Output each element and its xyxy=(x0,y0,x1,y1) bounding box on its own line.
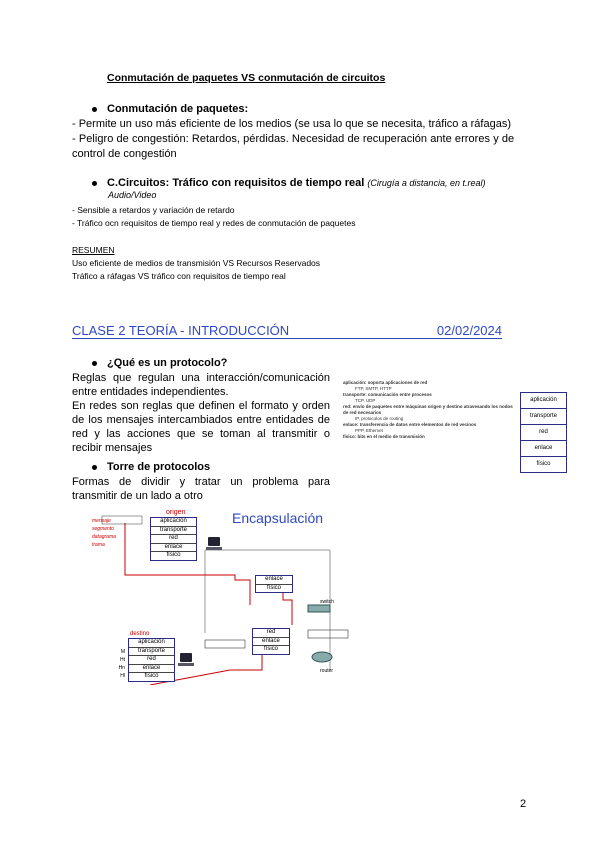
dest-app: aplicación xyxy=(129,639,174,648)
layer-desc-network: red: envío de paquetes entre máquinas origen y destino atravesando los nodos de red necesarios xyxy=(343,404,513,415)
encapsulation-diagram xyxy=(80,505,350,685)
switch-link: enlace xyxy=(256,576,292,585)
dest-network: red xyxy=(129,656,174,665)
page-number: 2 xyxy=(520,798,527,810)
packet-line-3: control de congestión xyxy=(72,148,177,160)
origin-network: red xyxy=(151,535,196,544)
hdr-hn: Hn xyxy=(118,665,125,671)
origin-link: enlace xyxy=(151,544,196,553)
origin-transport: transporte xyxy=(151,527,196,536)
label-mensaje: mensaje xyxy=(92,518,111,524)
router-stack xyxy=(252,628,290,655)
stack-physical: físico xyxy=(536,461,551,467)
router-physical: físico xyxy=(263,646,278,653)
class-date: 02/02/2024 xyxy=(436,323,502,338)
protocol-paragraph: Reglas que regulan una interacción/comunicación entre entidades independientes. En redes son reglas que definen el formato y orden de los mensajes intercambiados entre entidades de red y las acciones que se toman al transmitir o recibir mensajes xyxy=(72,372,330,454)
stack-transport: transporte xyxy=(521,409,566,425)
diagram-title: Encapsulación xyxy=(232,510,324,526)
stack-link: enlace xyxy=(521,441,566,457)
layer-desc-link-ex: PPP, Ethernet xyxy=(355,428,383,433)
switch-stack xyxy=(255,575,293,593)
class-heading: CLASE 2 TEORÍA - INTRODUCCIÓN 02/02/2024 xyxy=(72,323,502,338)
router-link: enlace xyxy=(253,638,289,647)
layer-desc-app: aplicación: soporta aplicaciones de red xyxy=(343,380,428,385)
protocol-stack xyxy=(520,392,567,473)
layer-desc-transport: transporte: comunicación entre procesos xyxy=(343,392,432,397)
label-trama: trama xyxy=(92,542,105,548)
label-datagrama: datagrama xyxy=(92,534,116,540)
origin-stack xyxy=(150,517,197,561)
layer-desc-link: enlace: transferencia de datos entre elementos de red vecinos xyxy=(343,422,477,427)
resumen-line-1: Uso eficiente de medios de transmisión VS Recursos Reservados xyxy=(72,258,321,268)
bullet-tower: Torre de protocolos xyxy=(92,460,210,474)
hdr-ht: Ht xyxy=(120,657,125,663)
layer-descriptions xyxy=(343,380,513,440)
bullet-packet-switching: Conmutación de paquetes: xyxy=(92,102,248,116)
resumen-line-2: Tráfico a ráfagas VS tráfico con requisitos de tiempo real xyxy=(72,271,286,281)
dest-headers xyxy=(85,648,125,680)
origen-label: origen xyxy=(166,509,186,516)
origin-app: aplicación xyxy=(151,518,196,527)
bullet-protocol: ¿Qué es un protocolo? xyxy=(92,356,227,370)
switch-physical: físico xyxy=(266,584,281,591)
circuits-note-2: Audio/Video xyxy=(108,190,157,200)
circuits-line-1: - Sensible a retardos y variación de retardo xyxy=(72,205,235,215)
layer-desc-transport-ex: TCP, UDP xyxy=(355,398,376,403)
encap-labels-origin xyxy=(92,517,116,549)
switch-label: switch xyxy=(320,599,334,605)
packet-line-1: - Permite un uso más eficiente de los medios (se usa lo que se necesita, tráfico a ráfagas) xyxy=(72,118,511,130)
resumen-title: RESUMEN xyxy=(72,245,115,255)
router-label: router xyxy=(320,668,334,674)
bullet-dot xyxy=(92,181,97,186)
label-segmento: segmento xyxy=(92,526,114,532)
tower-paragraph: Formas de dividir y tratar un problema para transmitir de un lado a otro xyxy=(72,476,330,502)
layer-desc-network-ex: IP, protocolos de routing xyxy=(355,416,404,421)
router-network: red xyxy=(253,629,289,638)
dest-physical: físico xyxy=(144,673,159,680)
destino-label: destino xyxy=(130,631,150,637)
hdr-hl: Hl xyxy=(120,673,125,679)
dest-link: enlace xyxy=(129,665,174,674)
bullet-circuits: C.Circuitos: Tráfico con requisitos de tiempo real (Cirugía a distancia, en t.real) xyxy=(92,176,485,190)
circuits-line-2: - Tráfico ocn requisitos de tiempo real y redes de conmutación de paquetes xyxy=(72,218,356,228)
stack-network: red xyxy=(521,425,566,441)
layer-desc-app-ex: FTP, SMTP, HTTP xyxy=(355,386,392,391)
origin-physical: físico xyxy=(166,552,181,559)
destination-stack xyxy=(128,638,175,682)
bullet-dot xyxy=(92,465,97,470)
packet-line-2: - Peligro de congestión: Retardos, pérdidas. Necesidad de recuperación ante errores y de xyxy=(72,133,515,145)
layer-desc-physical: físico: bits en el medio de transmisión xyxy=(343,434,425,439)
stack-app: aplicación xyxy=(521,393,566,409)
hdr-m: M xyxy=(120,649,125,655)
bullet-dot xyxy=(92,107,97,112)
bullet-dot xyxy=(92,361,97,366)
page-heading: Conmutación de paquetes VS conmutación de circuitos xyxy=(107,72,386,84)
dest-transport: transporte xyxy=(129,648,174,657)
